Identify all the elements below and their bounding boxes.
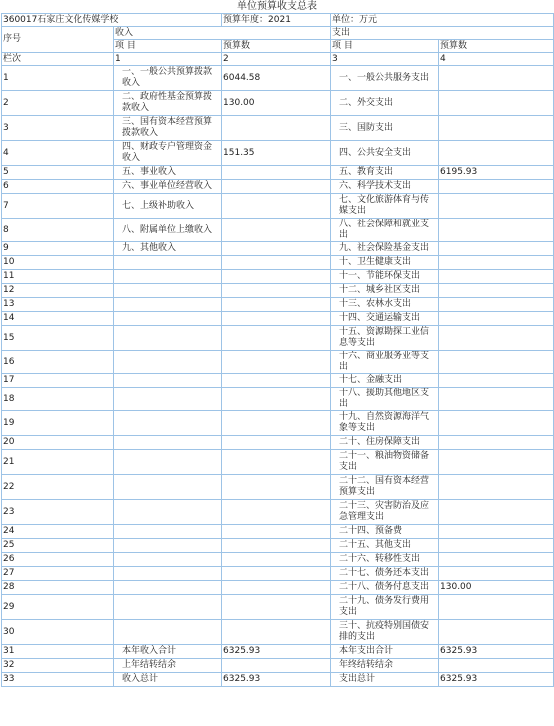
income-amount: 6044.58 bbox=[222, 66, 331, 91]
expense-item: 二十一、粮油物资储备支出 bbox=[331, 450, 439, 475]
income-amount bbox=[222, 298, 331, 312]
expense-amount bbox=[439, 66, 554, 91]
income-amount: 6325.93 bbox=[222, 673, 331, 687]
expense-amount: 6325.93 bbox=[439, 673, 554, 687]
header-row-section bbox=[2, 27, 554, 40]
expense-item: 二十九、债务发行费用支出 bbox=[331, 595, 439, 620]
income-item: 七、上级补助收入 bbox=[114, 194, 222, 219]
row-seq: 25 bbox=[2, 539, 114, 553]
table-row bbox=[2, 525, 554, 539]
income-amount bbox=[222, 194, 331, 219]
budget-year: 预算年度：2021 bbox=[222, 14, 331, 27]
income-item bbox=[114, 388, 222, 411]
expense-item: 十、卫生健康支出 bbox=[331, 256, 439, 270]
table-row bbox=[2, 567, 554, 581]
table-row bbox=[2, 242, 554, 256]
table-row bbox=[2, 539, 554, 553]
expense-amount bbox=[439, 553, 554, 567]
row-seq: 20 bbox=[2, 436, 114, 450]
income-item bbox=[114, 500, 222, 525]
expense-amount bbox=[439, 284, 554, 298]
expense-item: 六、科学技术支出 bbox=[331, 180, 439, 194]
income-item bbox=[114, 525, 222, 539]
expense-item: 十四、交通运输支出 bbox=[331, 312, 439, 326]
income-budget-header: 预算数 bbox=[222, 40, 331, 53]
expense-amount bbox=[439, 242, 554, 256]
income-amount bbox=[222, 436, 331, 450]
table-row bbox=[2, 66, 554, 91]
income-amount bbox=[222, 326, 331, 351]
table-row bbox=[2, 673, 554, 687]
seq-header: 序号 bbox=[2, 27, 114, 53]
expense-amount bbox=[439, 525, 554, 539]
row-seq: 9 bbox=[2, 242, 114, 256]
row-seq: 3 bbox=[2, 116, 114, 141]
income-item-header: 项 目 bbox=[114, 40, 222, 53]
column-index-2: 2 bbox=[222, 53, 331, 66]
unit-info-row bbox=[2, 14, 554, 27]
expense-item: 一、一般公共服务支出 bbox=[331, 66, 439, 91]
income-amount: 151.35 bbox=[222, 141, 331, 166]
expense-amount bbox=[439, 256, 554, 270]
expense-amount bbox=[439, 270, 554, 284]
income-amount: 6325.93 bbox=[222, 645, 331, 659]
row-seq: 8 bbox=[2, 219, 114, 242]
expense-item: 二十三、灾害防治及应急管理支出 bbox=[331, 500, 439, 525]
expense-item: 本年支出合计 bbox=[331, 645, 439, 659]
table-row bbox=[2, 553, 554, 567]
expense-item: 二十二、国有资本经营预算支出 bbox=[331, 475, 439, 500]
row-seq: 24 bbox=[2, 525, 114, 539]
table-row bbox=[2, 620, 554, 645]
income-item: 三、国有资本经营预算拨款收入 bbox=[114, 116, 222, 141]
expense-amount: 6325.93 bbox=[439, 645, 554, 659]
income-amount bbox=[222, 219, 331, 242]
table-row bbox=[2, 500, 554, 525]
income-amount bbox=[222, 351, 331, 374]
expense-item: 七、文化旅游体育与传媒支出 bbox=[331, 194, 439, 219]
income-amount bbox=[222, 116, 331, 141]
income-amount bbox=[222, 525, 331, 539]
income-item bbox=[114, 256, 222, 270]
income-item: 四、财政专户管理资金收入 bbox=[114, 141, 222, 166]
row-seq: 14 bbox=[2, 312, 114, 326]
table-row bbox=[2, 270, 554, 284]
income-item bbox=[114, 620, 222, 645]
table-row bbox=[2, 116, 554, 141]
expense-item: 十八、援助其他地区支出 bbox=[331, 388, 439, 411]
expense-amount bbox=[439, 659, 554, 673]
income-amount bbox=[222, 500, 331, 525]
income-header: 收入 bbox=[114, 27, 331, 40]
expense-amount bbox=[439, 475, 554, 500]
expense-amount: 130.00 bbox=[439, 581, 554, 595]
income-item bbox=[114, 581, 222, 595]
income-amount bbox=[222, 620, 331, 645]
expense-amount bbox=[439, 326, 554, 351]
income-amount bbox=[222, 581, 331, 595]
row-seq: 19 bbox=[2, 411, 114, 436]
row-seq: 11 bbox=[2, 270, 114, 284]
row-seq: 32 bbox=[2, 659, 114, 673]
table-row bbox=[2, 141, 554, 166]
row-seq: 30 bbox=[2, 620, 114, 645]
expense-amount bbox=[439, 567, 554, 581]
income-item bbox=[114, 539, 222, 553]
income-amount bbox=[222, 166, 331, 180]
row-seq: 13 bbox=[2, 298, 114, 312]
row-seq: 18 bbox=[2, 388, 114, 411]
expense-amount bbox=[439, 116, 554, 141]
income-item bbox=[114, 312, 222, 326]
income-item: 九、其他收入 bbox=[114, 242, 222, 256]
table-row bbox=[2, 91, 554, 116]
expense-item: 二十八、债务付息支出 bbox=[331, 581, 439, 595]
income-amount bbox=[222, 256, 331, 270]
column-index-4: 4 bbox=[439, 53, 554, 66]
income-item bbox=[114, 270, 222, 284]
row-seq: 1 bbox=[2, 66, 114, 91]
row-seq: 6 bbox=[2, 180, 114, 194]
income-item: 六、事业单位经营收入 bbox=[114, 180, 222, 194]
table-row bbox=[2, 194, 554, 219]
expense-amount: 6195.93 bbox=[439, 166, 554, 180]
table-row bbox=[2, 450, 554, 475]
expense-item: 十九、自然资源海洋气象等支出 bbox=[331, 411, 439, 436]
expense-amount bbox=[439, 298, 554, 312]
expense-item: 八、社会保障和就业支出 bbox=[331, 219, 439, 242]
table-row bbox=[2, 180, 554, 194]
income-item bbox=[114, 298, 222, 312]
row-seq: 5 bbox=[2, 166, 114, 180]
row-seq: 4 bbox=[2, 141, 114, 166]
table-row bbox=[2, 659, 554, 673]
expense-item-header: 项 目 bbox=[331, 40, 439, 53]
income-amount bbox=[222, 567, 331, 581]
expense-item: 年终结转结余 bbox=[331, 659, 439, 673]
expense-header: 支出 bbox=[331, 27, 554, 40]
expense-item: 二十六、转移性支出 bbox=[331, 553, 439, 567]
column-index-3: 3 bbox=[331, 53, 439, 66]
row-seq: 21 bbox=[2, 450, 114, 475]
table-row bbox=[2, 436, 554, 450]
row-seq: 7 bbox=[2, 194, 114, 219]
expense-item: 二、外交支出 bbox=[331, 91, 439, 116]
income-item bbox=[114, 436, 222, 450]
expense-item: 二十七、债务还本支出 bbox=[331, 567, 439, 581]
expense-amount bbox=[439, 141, 554, 166]
income-amount bbox=[222, 388, 331, 411]
table-row bbox=[2, 351, 554, 374]
income-item bbox=[114, 553, 222, 567]
row-seq: 15 bbox=[2, 326, 114, 351]
row-seq: 12 bbox=[2, 284, 114, 298]
income-amount bbox=[222, 180, 331, 194]
row-seq: 23 bbox=[2, 500, 114, 525]
income-amount bbox=[222, 270, 331, 284]
expense-amount bbox=[439, 388, 554, 411]
expense-item: 三、国防支出 bbox=[331, 116, 439, 141]
income-item: 上年结转结余 bbox=[114, 659, 222, 673]
income-item bbox=[114, 567, 222, 581]
currency-unit: 单位：万元 bbox=[331, 14, 554, 27]
row-seq: 10 bbox=[2, 256, 114, 270]
expense-item: 十七、金融支出 bbox=[331, 374, 439, 388]
expense-amount bbox=[439, 436, 554, 450]
expense-item: 二十、住房保障支出 bbox=[331, 436, 439, 450]
expense-item: 二十五、其他支出 bbox=[331, 539, 439, 553]
expense-item: 十五、资源勘探工业信息等支出 bbox=[331, 326, 439, 351]
income-item: 五、事业收入 bbox=[114, 166, 222, 180]
expense-item: 二十四、预备费 bbox=[331, 525, 439, 539]
row-seq: 2 bbox=[2, 91, 114, 116]
income-item: 收入总计 bbox=[114, 673, 222, 687]
column-index-row bbox=[2, 53, 554, 66]
income-amount bbox=[222, 475, 331, 500]
row-seq: 28 bbox=[2, 581, 114, 595]
table-row bbox=[2, 326, 554, 351]
table-row bbox=[2, 388, 554, 411]
expense-amount bbox=[439, 500, 554, 525]
income-item bbox=[114, 475, 222, 500]
expense-item: 十六、商业服务业等支出 bbox=[331, 351, 439, 374]
income-amount bbox=[222, 411, 331, 436]
income-item: 二、政府性基金预算拨款收入 bbox=[114, 91, 222, 116]
income-amount bbox=[222, 284, 331, 298]
expense-amount bbox=[439, 620, 554, 645]
row-seq: 27 bbox=[2, 567, 114, 581]
income-item bbox=[114, 351, 222, 374]
income-item bbox=[114, 326, 222, 351]
table-row bbox=[2, 166, 554, 180]
expense-amount bbox=[439, 450, 554, 475]
expense-amount bbox=[439, 194, 554, 219]
expense-amount bbox=[439, 351, 554, 374]
income-item bbox=[114, 595, 222, 620]
income-item bbox=[114, 284, 222, 298]
expense-amount bbox=[439, 411, 554, 436]
expense-item: 十二、城乡社区支出 bbox=[331, 284, 439, 298]
income-item: 本年收入合计 bbox=[114, 645, 222, 659]
table-row bbox=[2, 595, 554, 620]
budget-table bbox=[1, 13, 554, 687]
expense-item: 九、社会保险基金支出 bbox=[331, 242, 439, 256]
row-seq: 16 bbox=[2, 351, 114, 374]
expense-item: 五、教育支出 bbox=[331, 166, 439, 180]
expense-amount bbox=[439, 91, 554, 116]
expense-amount bbox=[439, 219, 554, 242]
table-row bbox=[2, 312, 554, 326]
row-seq: 33 bbox=[2, 673, 114, 687]
table-row bbox=[2, 256, 554, 270]
expense-item: 三十、抗疫特别国债安排的支出 bbox=[331, 620, 439, 645]
expense-amount bbox=[439, 312, 554, 326]
income-item: 一、一般公共预算拨款收入 bbox=[114, 66, 222, 91]
table-row bbox=[2, 284, 554, 298]
income-amount bbox=[222, 312, 331, 326]
expense-item: 支出总计 bbox=[331, 673, 439, 687]
column-index-label: 栏次 bbox=[2, 53, 114, 66]
table-row bbox=[2, 411, 554, 436]
table-row bbox=[2, 581, 554, 595]
income-amount bbox=[222, 242, 331, 256]
income-item bbox=[114, 374, 222, 388]
row-seq: 26 bbox=[2, 553, 114, 567]
expense-amount bbox=[439, 539, 554, 553]
table-row bbox=[2, 374, 554, 388]
row-seq: 22 bbox=[2, 475, 114, 500]
income-amount bbox=[222, 595, 331, 620]
table-row bbox=[2, 298, 554, 312]
table-row bbox=[2, 645, 554, 659]
income-item bbox=[114, 411, 222, 436]
expense-amount bbox=[439, 374, 554, 388]
row-seq: 17 bbox=[2, 374, 114, 388]
expense-item: 四、公共安全支出 bbox=[331, 141, 439, 166]
income-amount bbox=[222, 553, 331, 567]
income-amount bbox=[222, 374, 331, 388]
column-index-1: 1 bbox=[114, 53, 222, 66]
table-row bbox=[2, 219, 554, 242]
income-amount: 130.00 bbox=[222, 91, 331, 116]
expense-amount bbox=[439, 180, 554, 194]
expense-amount bbox=[439, 595, 554, 620]
income-amount bbox=[222, 659, 331, 673]
page-title: 单位预算收支总表 bbox=[237, 1, 317, 12]
expense-item: 十一、节能环保支出 bbox=[331, 270, 439, 284]
income-item: 八、附属单位上缴收入 bbox=[114, 219, 222, 242]
row-seq: 31 bbox=[2, 645, 114, 659]
unit-name: 360017石家庄文化传媒学校 bbox=[2, 14, 222, 27]
expense-item: 十三、农林水支出 bbox=[331, 298, 439, 312]
income-amount bbox=[222, 450, 331, 475]
income-amount bbox=[222, 539, 331, 553]
table-row bbox=[2, 475, 554, 500]
row-seq: 29 bbox=[2, 595, 114, 620]
income-item bbox=[114, 450, 222, 475]
expense-budget-header: 预算数 bbox=[439, 40, 554, 53]
